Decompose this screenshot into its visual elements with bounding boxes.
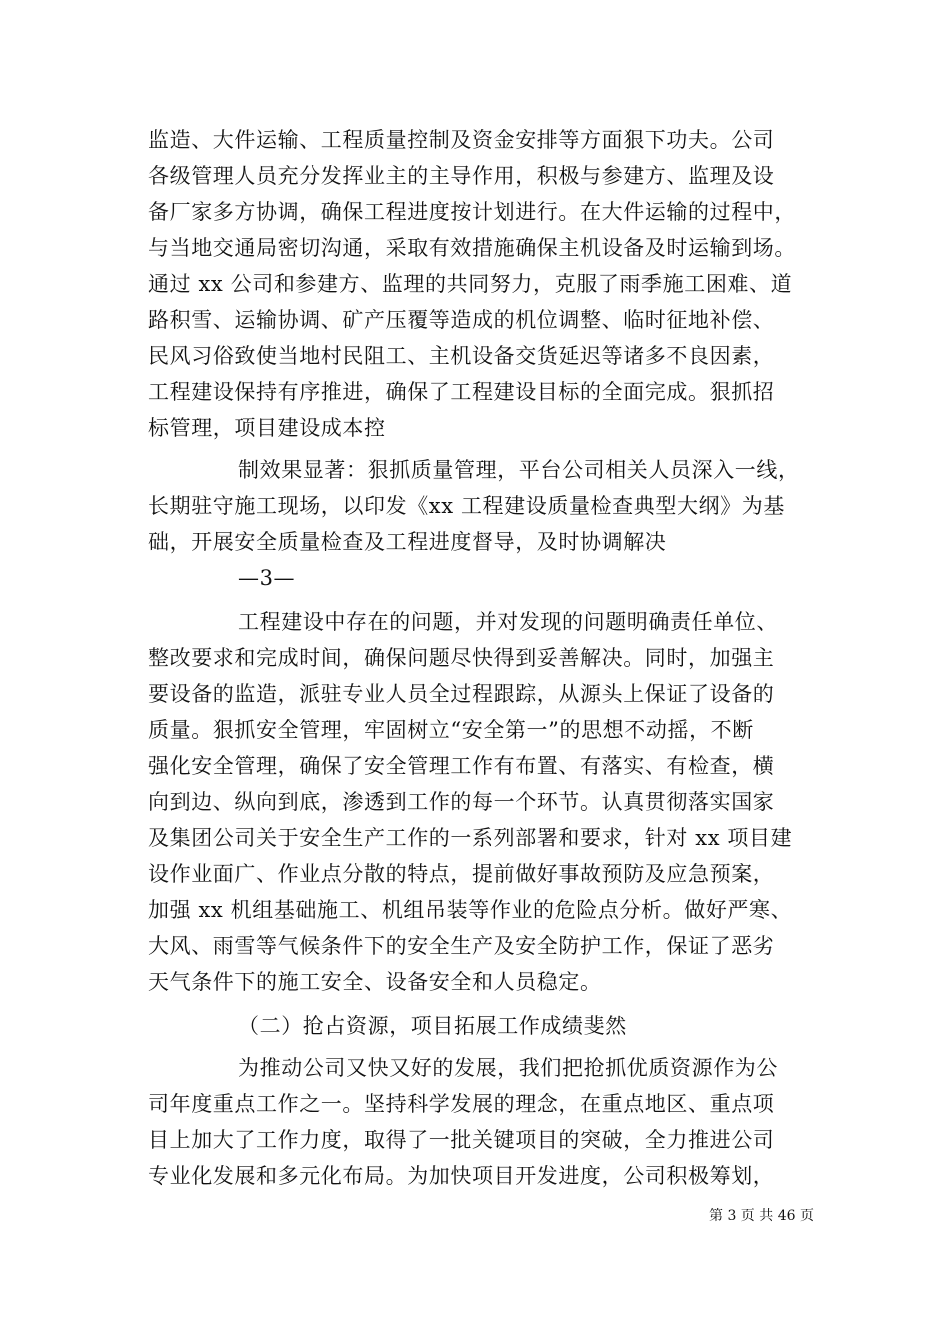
body-text-line: 民风习俗致使当地村民阻工、主机设备交货延迟等诸多不良因素，	[148, 344, 775, 368]
body-text-line: 监造、大件运输、工程质量控制及资金安排等方面狠下功夫。公司	[148, 128, 775, 152]
body-text-line: 及集团公司关于安全生产工作的一系列部署和要求，针对 xx 项目建	[148, 826, 793, 850]
body-text-line: 大风、雨雪等气候条件下的安全生产及安全防护工作，保证了恶劣	[148, 934, 775, 958]
section-heading: （二）抢占资源，项目拓展工作成绩斐然	[238, 1014, 627, 1038]
body-text-line: 通过 xx 公司和参建方、监理的共同努力，克服了雨季施工困难、道	[148, 272, 793, 296]
body-text-line: 长期驻守施工现场，以印发《xx 工程建设质量检查典型大纲》为基	[148, 494, 785, 518]
body-text-line: 司年度重点工作之一。坚持科学发展的理念，在重点地区、重点项	[148, 1092, 775, 1116]
inline-page-marker: —3—	[238, 566, 296, 590]
body-text-line: 标管理，项目建设成本控	[148, 416, 386, 440]
body-text-line: 向到边、纵向到底，渗透到工作的每一个环节。认真贯彻落实国家	[148, 790, 775, 814]
body-text-line: 各级管理人员充分发挥业主的主导作用，积极与参建方、监理及设	[148, 164, 775, 188]
body-text-line: 路积雪、运输协调、矿产压覆等造成的机位调整、临时征地补偿、	[148, 308, 775, 332]
paragraph-start-line: 制效果显著：狠抓质量管理，平台公司相关人员深入一线，	[238, 458, 800, 482]
body-text-line: 工程建设保持有序推进，确保了工程建设目标的全面完成。狠抓招	[148, 380, 775, 404]
body-text-line: 备厂家多方协调，确保工程进度按计划进行。在大件运输的过程中，	[148, 200, 796, 224]
page-footer: 第 3 页 共 46 页	[709, 1208, 814, 1224]
body-text-line: 目上加大了工作力度，取得了一批关键项目的突破，全力推进公司	[148, 1128, 775, 1152]
body-text-line: 与当地交通局密切沟通，采取有效措施确保主机设备及时运输到场。	[148, 236, 796, 260]
body-text-line: 加强 xx 机组基础施工、机组吊装等作业的危险点分析。做好严寒、	[148, 898, 793, 922]
body-text-line: 设作业面广、作业点分散的特点，提前做好事故预防及应急预案，	[148, 862, 775, 886]
body-text-line: 天气条件下的施工安全、设备安全和人员稳定。	[148, 970, 602, 994]
paragraph-start-line: 工程建设中存在的问题，并对发现的问题明确责任单位、	[238, 610, 778, 634]
body-text-line: 强化安全管理，确保了安全管理工作有布置、有落实、有检查，横	[148, 754, 775, 778]
body-text-line: 专业化发展和多元化布局。为加快项目开发进度，公司积极筹划，	[148, 1164, 775, 1188]
body-text-line: 质量。狠抓安全管理，牢固树立“安全第一”的思想不动摇，不断	[148, 718, 754, 742]
body-text-line: 础，开展安全质量检查及工程进度督导，及时协调解决	[148, 530, 667, 554]
body-text-line: 要设备的监造，派驻专业人员全过程跟踪，从源头上保证了设备的	[148, 682, 775, 706]
paragraph-start-line: 为推动公司又快又好的发展，我们把抢抓优质资源作为公	[238, 1056, 778, 1080]
body-text-line: 整改要求和完成时间，确保问题尽快得到妥善解决。同时，加强主	[148, 646, 775, 670]
